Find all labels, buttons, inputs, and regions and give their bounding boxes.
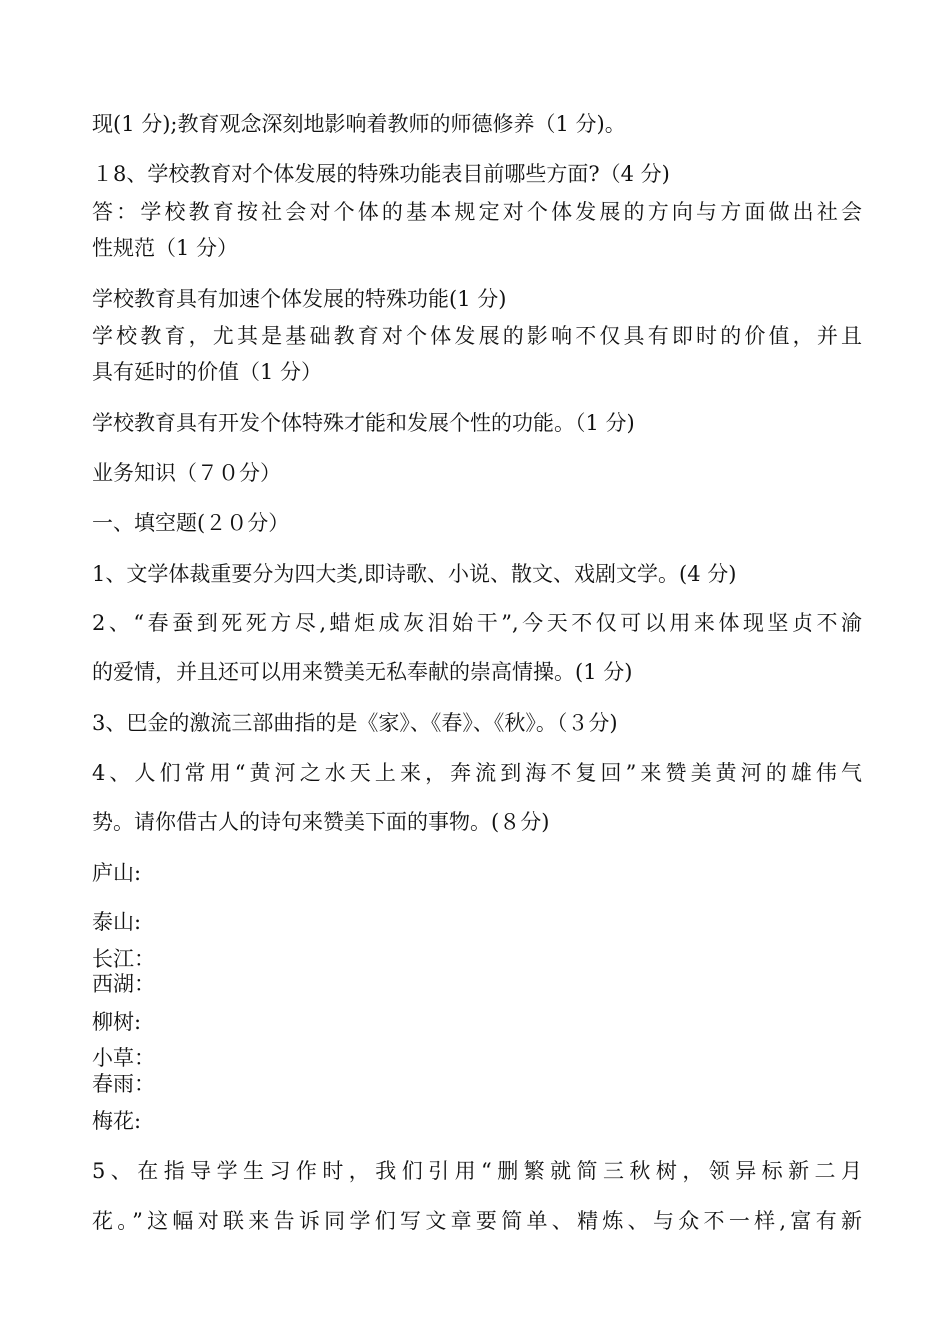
- question-5-line-2: 花。”这幅对联来告诉同学们写文章要简单、精炼、与众不一样,富有新: [92, 1209, 862, 1233]
- item-meihua: 梅花:: [92, 1109, 142, 1133]
- answer-line-2: 性规范（1 分）: [92, 236, 239, 260]
- item-lushan: 庐山:: [92, 861, 142, 885]
- item-changjiang: 长江：: [92, 947, 155, 971]
- question-2-line-1: 2、“春蚕到死死方尽,蜡炬成灰泪始干”,今天不仅可以用来体现坚贞不渝: [92, 611, 862, 635]
- question-18: １8、学校教育对个体发展的特殊功能表目前哪些方面?（4 分): [92, 162, 670, 186]
- answer-line-6: 学校教育具有开发个体特殊才能和发展个性的功能。（1 分): [92, 411, 635, 435]
- section-heading: 业务知识（７０分）: [92, 461, 281, 485]
- item-xiaocao: 小草：: [92, 1046, 155, 1070]
- question-1: 1、文学体裁重要分为四大类,即诗歌、小说、散文、戏剧文学。(4 分): [92, 562, 737, 586]
- fill-blank-heading: 一、填空题(２０分）: [92, 511, 290, 535]
- item-taishan: 泰山:: [92, 910, 142, 934]
- question-3: 3、巴金的激流三部曲指的是《家》、《春》、《秋》。（３分): [92, 711, 618, 735]
- item-chunyu: 春雨：: [92, 1072, 155, 1096]
- question-4-line-2: 势。请你借古人的诗句来赞美下面的事物。(８分): [92, 810, 550, 834]
- text-line-1: 现(1 分);教育观念深刻地影响着教师的师德修养（1 分)。: [92, 112, 626, 136]
- question-2-line-2: 的爱情，并且还可以用来赞美无私奉献的崇高情操。(1 分): [92, 660, 633, 684]
- question-4-line-1: 4、人们常用“黄河之水天上来，奔流到海不复回”来赞美黄河的雄伟气: [92, 761, 862, 785]
- answer-line-5: 具有延时的价值（1 分）: [92, 360, 323, 384]
- answer-line-1: 答：学校教育按社会对个体的基本规定对个体发展的方向与方面做出社会: [92, 200, 862, 224]
- item-liushu: 柳树:: [92, 1010, 142, 1034]
- answer-line-4: 学校教育，尤其是基础教育对个体发展的影响不仅具有即时的价值，并且: [92, 324, 862, 348]
- question-5-line-1: 5、在指导学生习作时，我们引用“删繁就简三秋树，领异标新二月: [92, 1159, 862, 1183]
- item-xihu: 西湖：: [92, 972, 155, 996]
- answer-line-3: 学校教育具有加速个体发展的特殊功能(1 分): [92, 287, 507, 311]
